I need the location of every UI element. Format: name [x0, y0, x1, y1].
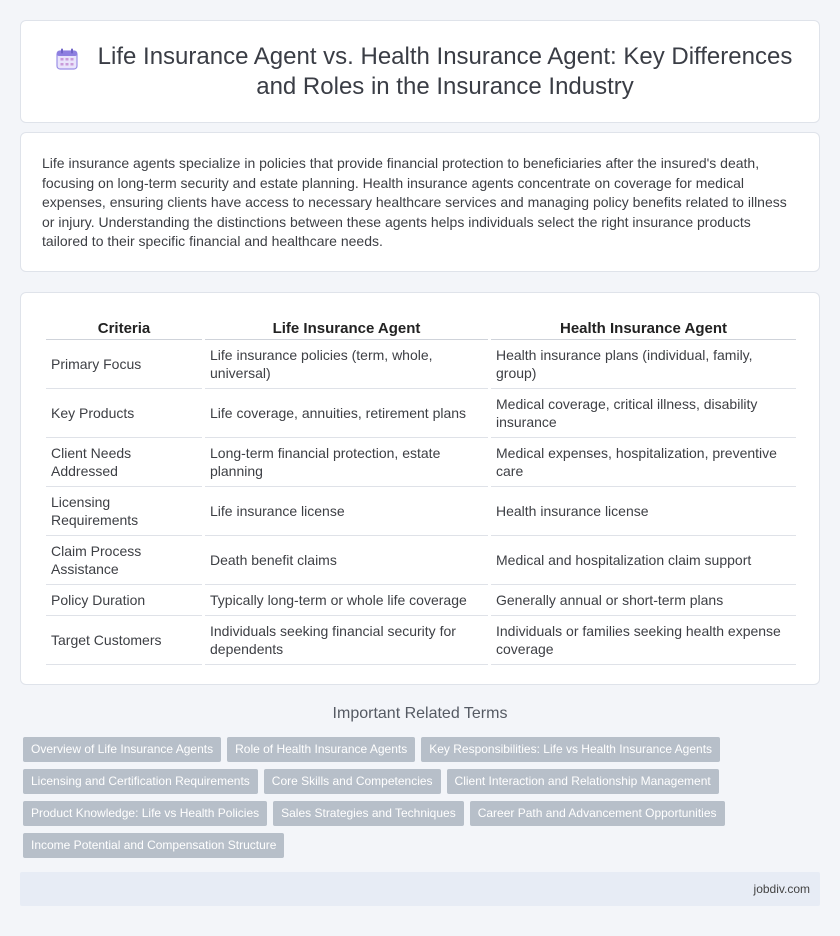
header-life-agent: Life Insurance Agent — [205, 317, 488, 340]
header-health-agent: Health Insurance Agent — [491, 317, 796, 340]
row-health-value: Generally annual or short-term plans — [491, 585, 796, 616]
row-health-value: Medical expenses, hospitalization, preventive care — [491, 438, 796, 487]
row-criteria: Policy Duration — [46, 585, 202, 616]
row-criteria: Client Needs Addressed — [46, 438, 202, 487]
footer-bar — [20, 872, 820, 906]
related-term-tag[interactable]: Core Skills and Competencies — [264, 769, 441, 794]
row-criteria: Licensing Requirements — [46, 487, 202, 536]
related-term-tag[interactable]: Sales Strategies and Techniques — [273, 801, 464, 826]
row-life-value: Typically long-term or whole life coverage — [205, 585, 488, 616]
row-life-value: Individuals seeking financial security for dependents — [205, 616, 488, 665]
related-terms-list — [23, 737, 823, 865]
row-life-value: Death benefit claims — [205, 536, 488, 585]
row-life-value: Life insurance license — [205, 487, 488, 536]
intro-card — [20, 132, 820, 272]
related-term-tag[interactable]: Overview of Life Insurance Agents — [23, 737, 221, 762]
row-life-value: Life insurance policies (term, whole, universal) — [205, 340, 488, 389]
row-life-value: Long-term financial protection, estate planning — [205, 438, 488, 487]
title-card — [20, 20, 820, 123]
comparison-card — [20, 292, 820, 685]
row-health-value: Medical and hospitalization claim support — [491, 536, 796, 585]
row-criteria: Primary Focus — [46, 340, 202, 389]
table-row — [46, 340, 796, 389]
row-criteria: Target Customers — [46, 616, 202, 665]
table-row — [46, 438, 796, 487]
row-life-value: Life coverage, annuities, retirement plans — [205, 389, 488, 438]
row-health-value: Medical coverage, critical illness, disability insurance — [491, 389, 796, 438]
row-criteria: Key Products — [46, 389, 202, 438]
related-term-tag[interactable]: Career Path and Advancement Opportunities — [470, 801, 725, 826]
related-term-tag[interactable]: Income Potential and Compensation Structure — [23, 833, 284, 858]
row-criteria: Claim Process Assistance — [46, 536, 202, 585]
row-health-value: Health insurance license — [491, 487, 796, 536]
related-term-tag[interactable]: Key Responsibilities: Life vs Health Insurance Agents — [421, 737, 720, 762]
related-term-tag[interactable]: Client Interaction and Relationship Management — [447, 769, 719, 794]
table-row — [46, 536, 796, 585]
table-row — [46, 487, 796, 536]
header-criteria: Criteria — [46, 317, 202, 340]
intro-paragraph: Life insurance agents specialize in policies that provide financial protection to beneficiaries after the insured's death, focusing on long-term security and estate planning. Health insurance agents concentrate on coverage for medical expenses, ensuring clients have access to necessary healthcare services and managing policy benefits related to illness or injury. Understanding the distinctions between these agents helps individuals select the right insurance products tailored to their specific financial and healthcare needs. — [42, 155, 787, 249]
table-row — [46, 585, 796, 616]
table-header-row — [46, 317, 796, 340]
row-health-value: Health insurance plans (individual, family, group) — [491, 340, 796, 389]
table-row — [46, 389, 796, 438]
comparison-table — [43, 317, 799, 665]
related-terms-heading: Important Related Terms — [332, 705, 508, 722]
footer-site-link[interactable]: jobdiv.com — [753, 882, 810, 896]
page-title: Life Insurance Agent vs. Health Insurance Agent: Key Differences and Roles in the Insurance Industry — [97, 43, 793, 100]
related-term-tag[interactable]: Product Knowledge: Life vs Health Policies — [23, 801, 267, 826]
related-term-tag[interactable]: Role of Health Insurance Agents — [227, 737, 415, 762]
related-term-tag[interactable]: Licensing and Certification Requirements — [23, 769, 258, 794]
table-row — [46, 616, 796, 665]
row-health-value: Individuals or families seeking health expense coverage — [491, 616, 796, 665]
